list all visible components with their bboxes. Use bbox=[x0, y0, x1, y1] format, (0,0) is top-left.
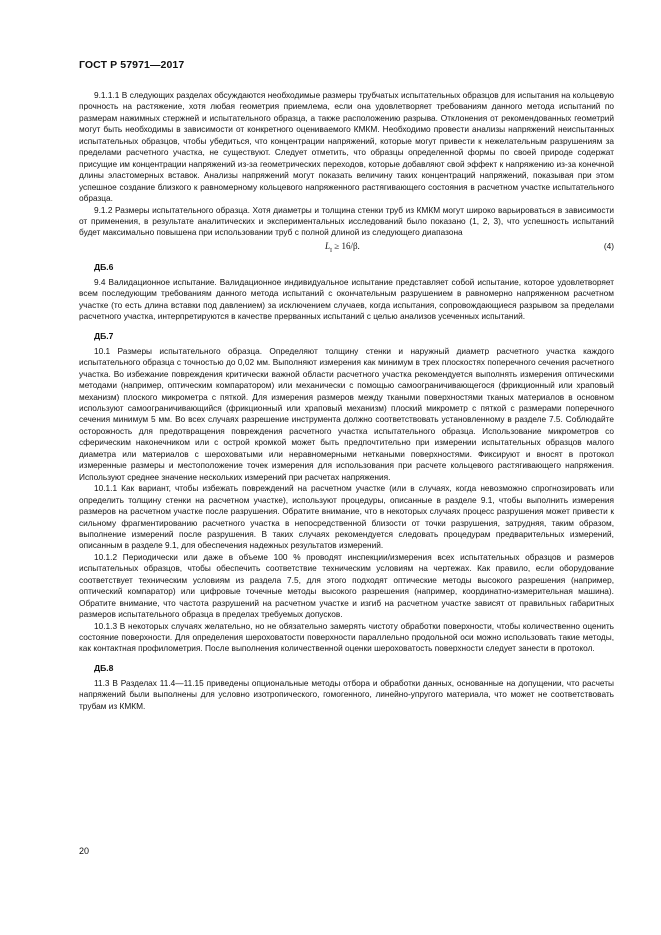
paragraph-10-1: 10.1 Размеры испытательного образца. Определяют толщину стенки и наружный диаметр расчетного участка каждого испытательного образца с точностью до 0,02 мм. Выполняют измерения как минимум в трех плоскостях поперечного сечения расчетного участка. Во избежание повреждения критически важной области расчетного участка рекомендуется выполнять измерения оптическими методами (например, оптическим компаратором) или механически с помощью самоограничивающегося (фрикционный или храповый механизм) плоского микрометра с пяткой. Для измерения размеров между ткаными поверхностями тканых материалов в основном используют самоограничивающийся (фрикционный или храповый механизм) плоский микрометр с пяткой с размерами поперечного сечения минимум 5 мм. Во всех случаях разрешение инструмента должно соответствовать установленному в разделе 7.5. Соблюдайте осторожность для предотвращения повреждения расчетного участка испытательного образца. Использование микрометров со сферическим наконечником или с острой кромкой может быть предпочтительно при измерении испытательных образцов малого диаметра или материалов с шероховатыми или неравномерными неткаными поверхностями. Фиксируют и вносят в протокол измеренные размеры и местоположение точек измерения для использования при расчете кольцевого растягивающего напряжения. Используют среднее значение нескольких измерений при расчетах напряжения. bbox=[79, 345, 614, 482]
formula-4 bbox=[79, 240, 614, 254]
section-heading-db6: ДБ.6 bbox=[94, 261, 114, 272]
page-number: 20 bbox=[79, 846, 90, 856]
paragraph-10-1-2: 10.1.2 Периодически или даже в объеме 100 % проводят инспекции/измерения всех испытательных образцов и размеров испытательных образцов, чтобы обеспечить соответствие техническим условиям на чертежах. Как правило, если оборудование соответствует техническим условиям из раздела 7.5, для этого подходят оптические методы высокого разрешения (например, оптический компаратор) или цифровые точечные методы высокого разрешения (например, координатно-измерительная машина). Обратите внимание, что частота разрушений на расчетном участке и изгиб на расчетном участке зависят от правильных габаритных размеров испытательного образца в пределах требуемых допусков. bbox=[79, 551, 614, 620]
paragraph-10-1-3: 10.1.3 В некоторых случаях желательно, но не обязательно замерять чистоту обработки поверхности, чтобы количественно оценить состояние поверхности. Для определения шероховатости поверхности параллельно продольной оси можно использовать такие методы, как контактная профилометрия. После выполнения количественной оценки шероховатость поверхности следует занести в протокол. bbox=[79, 620, 614, 654]
paragraph-9-1-2: 9.1.2 Размеры испытательного образца. Хотя диаметры и толщина стенки труб из КМКМ могут широко варьироваться в зависимости от применения, в результате аналитических и экспериментальных исследований было показано (1, 2, 3), что успешность испытаний будет максимально повышена при использовании труб с полной длиной из следующего диапазона bbox=[79, 204, 614, 238]
formula-number: (4) bbox=[603, 240, 614, 251]
document-body bbox=[79, 90, 614, 712]
formula-expression bbox=[325, 241, 360, 257]
paragraph-10-1-1: 10.1.1 Как вариант, чтобы избежать повреждений на расчетном участке (или в случаях, когда невозможно спрогнозировать или определить толщину стенки на расчетном участке), используют процедуры, описанные в разделе 9.1, чтобы выполнить измерения размеров на расчетном участке после разрушения. Обратите внимание, что в некоторых случаях процесс разрушения может привести к сильному фрагментированию расчетного участка в непосредственной близости от точки разрушения, затрудняя, таким образом, выполнение измерений после разрушения. В таких случаях рекомендуется следовать процедурам предварительных измерений, описанным в разделе 9.1, для обеспечения надежных результатов измерений. bbox=[79, 483, 614, 551]
section-heading-db8: ДБ.8 bbox=[94, 662, 114, 673]
formula-subscript: I bbox=[330, 247, 333, 254]
paragraph-9-4: 9.4 Валидационное испытание. Валидационное индивидуальное испытание представляет собой испытание, которое удовлетворяет всем последующим требованиям данного метода испытаний с окончательным разрушением в равномерно напряженном расчетном участке (то есть длина вставки под давлением) за исключением случаев, когда испытания, сопровождающиеся разрывом за пределами расчетного участка, интерпретируются в качестве прерванных испытаний с целью анализов усеченных испытаний. bbox=[79, 276, 614, 322]
paragraph-11-3: 11.3 В Разделах 11.4—11.15 приведены опциональные методы отбора и обработки данных, основанные на допущении, что расчеты напряжений были выполнены для условно изотропического, гомогенного, линейно-упругого материала, что может не соответствовать трубам из КМКМ. bbox=[79, 677, 614, 711]
section-heading-db7: ДБ.7 bbox=[94, 330, 114, 341]
formula-rhs: ≥ 16/β. bbox=[332, 240, 360, 251]
standard-header: ГОСТ Р 57971—2017 bbox=[79, 59, 185, 71]
paragraph-9-1-1-1: 9.1.1.1 В следующих разделах обсуждаются необходимые размеры трубчатых испытательных образцов для испытания на кольцевую прочность на растяжение, хотя любая геометрия приемлема, если она удовлетворяет требованиям данного метода испытаний по размерам нажимных стержней и испытательного образца, а также расположению разрыва. Отклонения от рекомендованных геометрий могут быть необходимы в зависимости от конкретного оцениваемого КМКМ. Необходимо провести анализы напряжений неиспытанных испытательных образцов, чтобы убедиться, что концентрации напряжений, которые могут привести к нежелательным разрушениям за пределами расчетного участка, не существуют. Следует отметить, что образцы определенной формы по своей природе содержат присущие им концентрации напряжений из-за геометрических переходов, которые добавляют свой эффект к напряжению из-за конечной длины эластомерных вставок. Анализы напряжений могут показать величину таких концентраций напряжений, показывая при этом успешное создание близкого к равномерному кольцевого напряженного растягивающего состояния в расчетном участке испытательного образца. bbox=[79, 90, 614, 204]
formula-lhs: L bbox=[325, 240, 331, 251]
